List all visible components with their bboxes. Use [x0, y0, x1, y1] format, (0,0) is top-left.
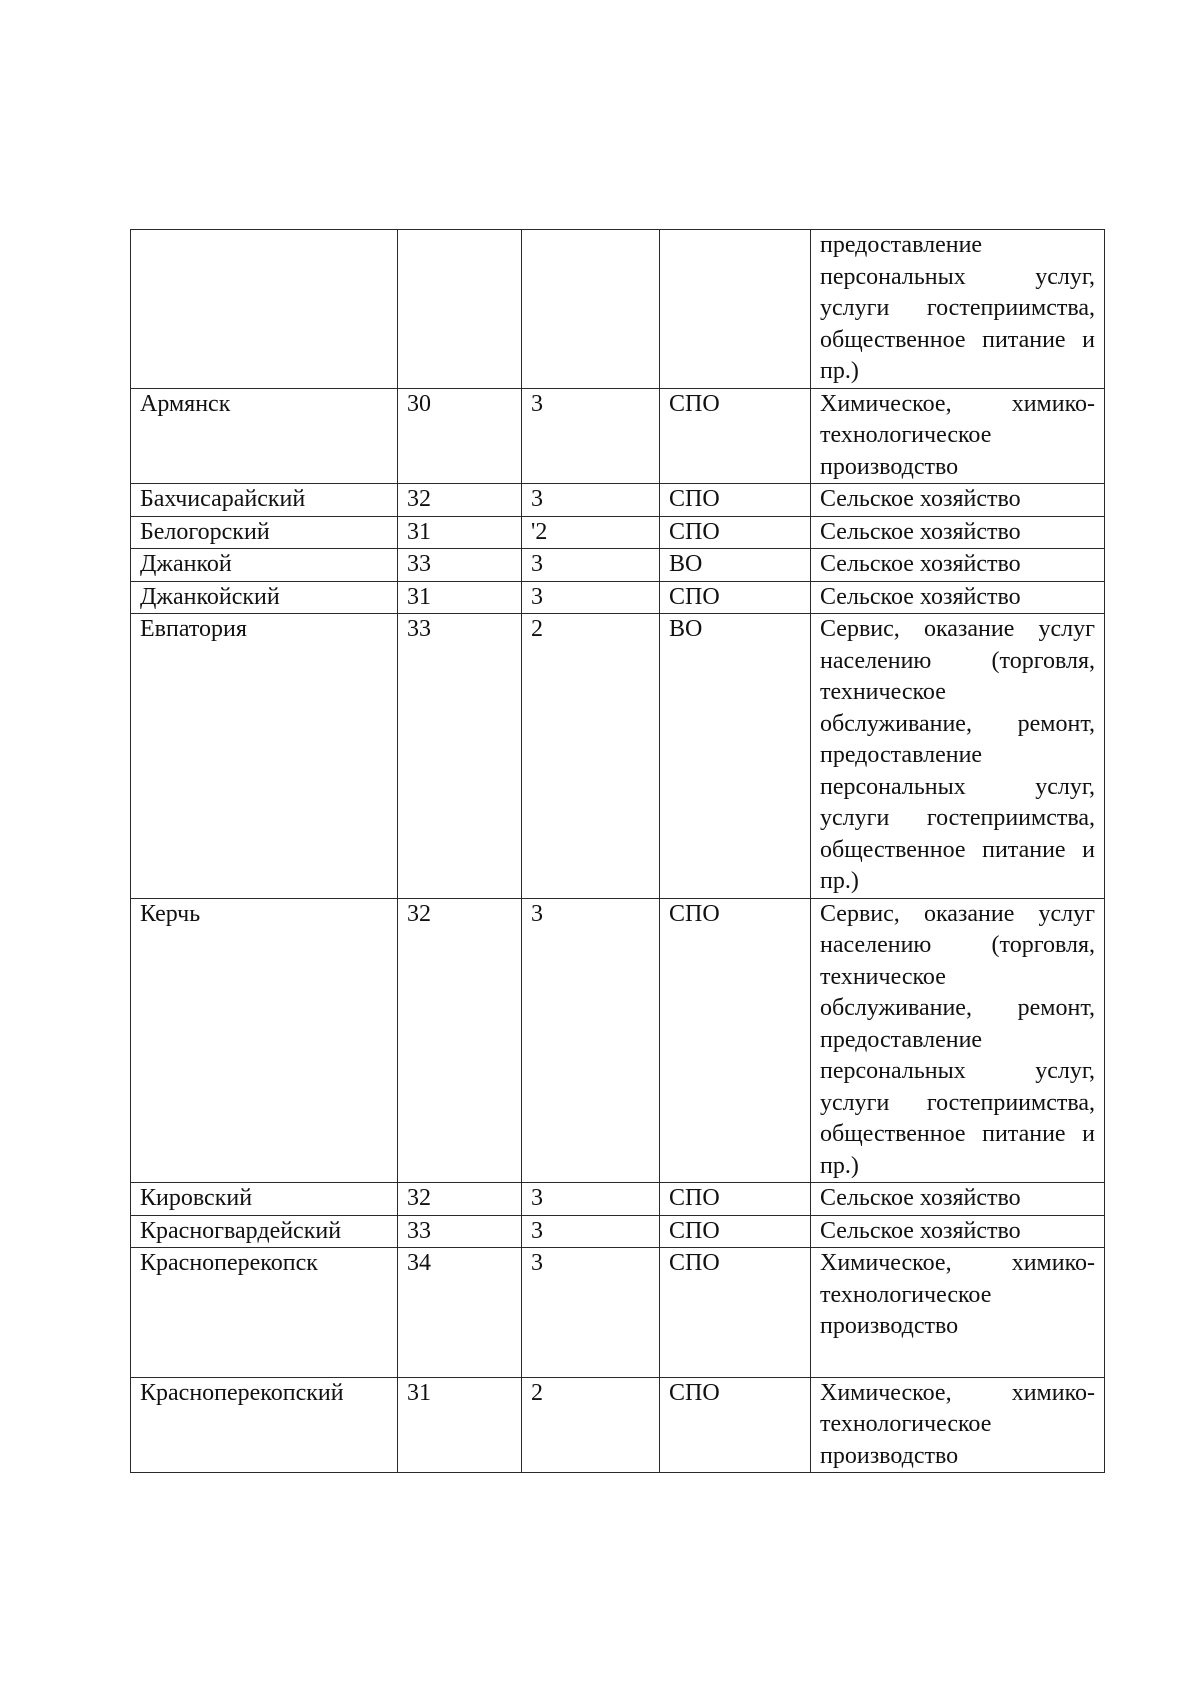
- district-name-cell: Красноперекопский: [131, 1377, 398, 1473]
- education-level-cell: СПО: [660, 1377, 811, 1473]
- industry-description-cell: Сельское хозяйство: [811, 516, 1105, 549]
- education-level-cell: СПО: [660, 581, 811, 614]
- education-level-cell: СПО: [660, 516, 811, 549]
- district-name-cell: Белогорский: [131, 516, 398, 549]
- education-level-cell: СПО: [660, 484, 811, 517]
- district-name-cell: Армянск: [131, 388, 398, 484]
- value-a-cell: 32: [398, 1183, 522, 1216]
- district-name-cell: Бахчисарайский: [131, 484, 398, 517]
- education-level-cell: СПО: [660, 1248, 811, 1378]
- value-b-cell: 3: [522, 484, 660, 517]
- industry-description-cell: Химическое, химико-технологическое производство: [811, 1377, 1105, 1473]
- value-b-cell: 3: [522, 898, 660, 1183]
- education-level-cell: ВО: [660, 549, 811, 582]
- table-row: [131, 1377, 1105, 1473]
- value-b-cell: 3: [522, 581, 660, 614]
- document-table: [130, 229, 1105, 1473]
- value-a-cell: 32: [398, 898, 522, 1183]
- table-row: [131, 484, 1105, 517]
- district-name-cell: Красногвардейский: [131, 1215, 398, 1248]
- education-level-cell: ВО: [660, 614, 811, 899]
- value-a-cell: 33: [398, 549, 522, 582]
- table-row: [131, 1183, 1105, 1216]
- industry-description-cell: Сельское хозяйство: [811, 1215, 1105, 1248]
- industry-description-cell: Сервис, оказание услуг населению (торговля, техническое обслуживание, ремонт, предоставление персональных услуг, услуги гостеприимства, общественное питание и пр.): [811, 614, 1105, 899]
- value-b-cell: 3: [522, 549, 660, 582]
- district-name-cell: [131, 230, 398, 389]
- value-b-cell: 3: [522, 388, 660, 484]
- value-a-cell: 30: [398, 388, 522, 484]
- education-level-cell: СПО: [660, 1183, 811, 1216]
- table-row: [131, 549, 1105, 582]
- value-a-cell: 31: [398, 516, 522, 549]
- table-row: [131, 230, 1105, 389]
- industry-description-cell: Сервис, оказание услуг населению (торговля, техническое обслуживание, ремонт, предоставление персональных услуг, услуги гостеприимства, общественное питание и пр.): [811, 898, 1105, 1183]
- education-level-cell: СПО: [660, 388, 811, 484]
- industry-description-cell: Химическое, химико-технологическое производство: [811, 1248, 1105, 1378]
- value-b-cell: 2: [522, 614, 660, 899]
- industry-description-cell: Сельское хозяйство: [811, 549, 1105, 582]
- district-name-cell: Кировский: [131, 1183, 398, 1216]
- value-a-cell: 33: [398, 1215, 522, 1248]
- value-a-cell: 31: [398, 581, 522, 614]
- education-level-cell: [660, 230, 811, 389]
- district-name-cell: Керчь: [131, 898, 398, 1183]
- value-a-cell: 32: [398, 484, 522, 517]
- education-level-cell: СПО: [660, 898, 811, 1183]
- table-row: [131, 581, 1105, 614]
- industry-description-cell: Сельское хозяйство: [811, 1183, 1105, 1216]
- industry-description-cell: Сельское хозяйство: [811, 484, 1105, 517]
- table-row: [131, 516, 1105, 549]
- value-a-cell: [398, 230, 522, 389]
- value-b-cell: 3: [522, 1215, 660, 1248]
- table-row: [131, 1215, 1105, 1248]
- industry-description-cell: Химическое, химико-технологическое производство: [811, 388, 1105, 484]
- value-b-cell: 3: [522, 1183, 660, 1216]
- value-a-cell: 31: [398, 1377, 522, 1473]
- industry-description-cell: предоставление персональных услуг, услуги гостеприимства, общественное питание и пр.): [811, 230, 1105, 389]
- education-level-cell: СПО: [660, 1215, 811, 1248]
- value-b-cell: [522, 230, 660, 389]
- district-name-cell: Джанкой: [131, 549, 398, 582]
- district-name-cell: Красноперекопск: [131, 1248, 398, 1378]
- industry-description-cell: Сельское хозяйство: [811, 581, 1105, 614]
- table-row: [131, 1248, 1105, 1378]
- table-body: [131, 230, 1105, 1473]
- value-a-cell: 34: [398, 1248, 522, 1378]
- table-row: [131, 614, 1105, 899]
- district-name-cell: Джанкойский: [131, 581, 398, 614]
- value-a-cell: 33: [398, 614, 522, 899]
- table-row: [131, 388, 1105, 484]
- district-name-cell: Евпатория: [131, 614, 398, 899]
- value-b-cell: '2: [522, 516, 660, 549]
- value-b-cell: 3: [522, 1248, 660, 1378]
- table-row: [131, 898, 1105, 1183]
- value-b-cell: 2: [522, 1377, 660, 1473]
